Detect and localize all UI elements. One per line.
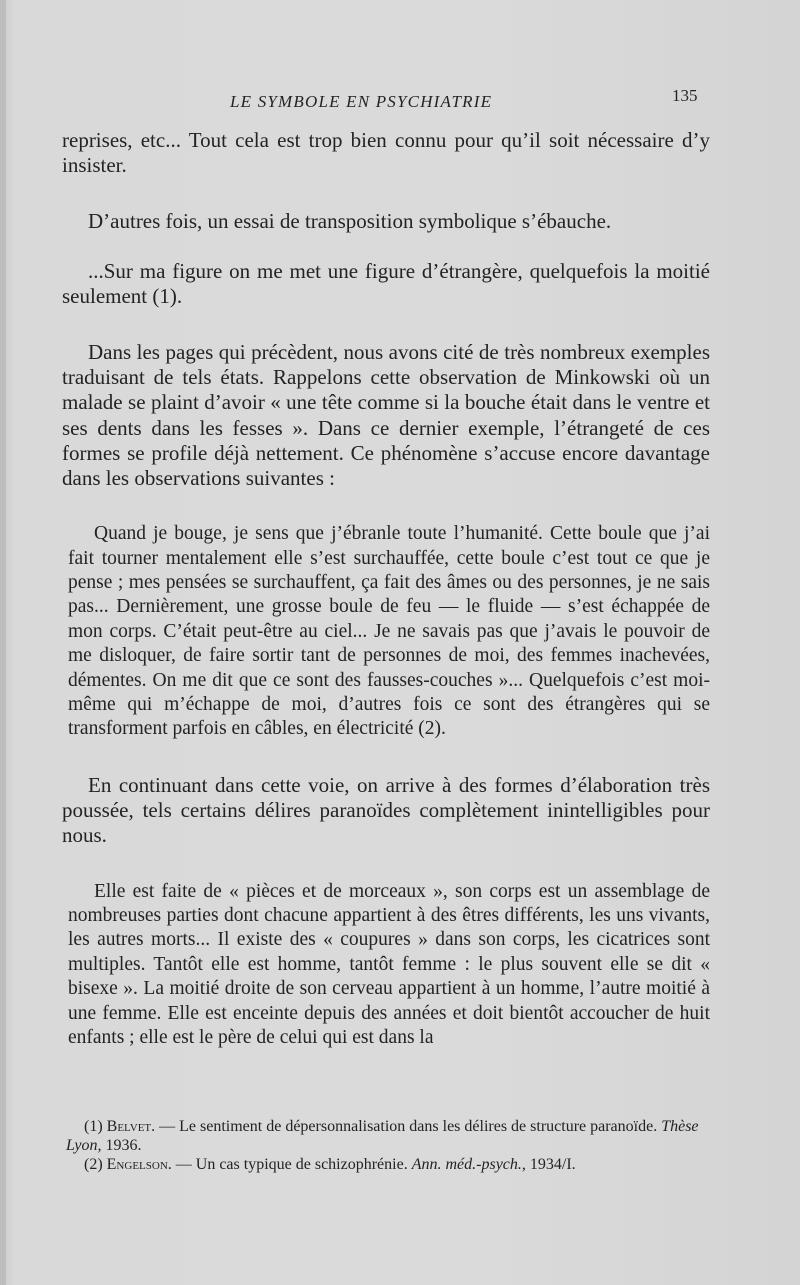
footnote-1-marker: (1): [84, 1118, 103, 1135]
footnote-2-author: Engelson.: [106, 1156, 172, 1173]
footnotes: [66, 1117, 710, 1174]
footnote-2-marker: (2): [84, 1156, 103, 1173]
footnote-2-year: 1934/I.: [529, 1156, 576, 1173]
quote-patient-boule: Quand je bouge, je sens que j’ébranle toute l’humanité. Cette boule que j’ai fait tourner mentalement elle s’est surchauffée, cette boule c’est tout ce que je pense ; mes pensées se surchauffent, ça fait des âmes ou des personnes, je ne sais pas... Dernièrement, une grosse boule de feu — le fluide — s’est échappée de mon corps. C’était peut-être au ciel... Je ne savais pas que j’avais le pouvoir de me disloquer, de faire sortir tant de personnes de moi, des femmes inachevées, démentes. On me dit que ce sont des fausses-couches »... Quelquefois c’est moi-même qui m’échappe de moi, d’autres fois ce sont des étrangères qui se transforment parfois en câbles, en électricité (2).: [68, 523, 710, 740]
paragraph-transposition: D’autres fois, un essai de transposition symbolique s’ébauche.: [88, 209, 612, 234]
footnote-1-year: 1936.: [105, 1137, 142, 1154]
footnote-2: [66, 1155, 710, 1174]
quote-patient-morceaux: Elle est faite de « pièces et de morceaux », son corps est un assemblage de nombreuses parties dont chacune appartient à des êtres différents, les uns vivants, les autres morts... Il existe des « coupures » dans son corps, les cicatrices sont multiples. Tantôt elle est homme, tantôt femme : le plus souvent elle se dit « bisexe ». La moitié droite de son cerveau appartient à un homme, l’autre moitié à une femme. Elle est enceinte depuis des années et doit bientôt accoucher de huit enfants ; elle est le père de celui qui est dans la: [68, 880, 710, 1048]
footnote-1-title: Thèse Lyon,: [66, 1118, 699, 1154]
page-header: [0, 86, 800, 116]
footnote-1: [66, 1117, 710, 1155]
quote-figure: ...Sur ma figure on me met une figure d’étrangère, quelquefois la moitié seulement (1).: [62, 258, 710, 308]
footnote-1-author: Belvet.: [106, 1118, 156, 1135]
paragraph-elaboration: En continuant dans cette voie, on arrive à des formes d’élaboration très poussée, tels certains délires paranoïdes complètement inintelligibles pour nous.: [62, 772, 710, 848]
page-number: 135: [672, 86, 698, 105]
paragraph-minkowski: Dans les pages qui précèdent, nous avons cité de très nombreux exemples traduisant de tels états. Rappelons cette observation de Minkowski où un malade se plaint d’avoir « une tête comme si la bouche était dans le ventre et ses dents dans les fesses ». Dans ce dernier exemple, l’étrangeté de ces formes se profile déjà nettement. Ce phénomène s’accuse encore davantage dans les observations suivantes :: [62, 340, 710, 491]
body-text: [62, 128, 710, 1050]
footnote-2-title: Ann. méd.-psych.,: [411, 1156, 526, 1173]
page-edge-shadow: [0, 0, 6, 1285]
paragraph-continuation: reprises, etc... Tout cela est trop bien connu pour qu’il soit nécessaire d’y insister.: [62, 128, 710, 178]
footnote-1-text: — Le sentiment de dépersonnalisation dans les délires de structure paranoïde.: [159, 1118, 658, 1135]
footnote-2-text: — Un cas typique de schizophrénie.: [175, 1156, 408, 1173]
running-title: LE SYMBOLE EN PSYCHIATRIE: [230, 92, 493, 111]
